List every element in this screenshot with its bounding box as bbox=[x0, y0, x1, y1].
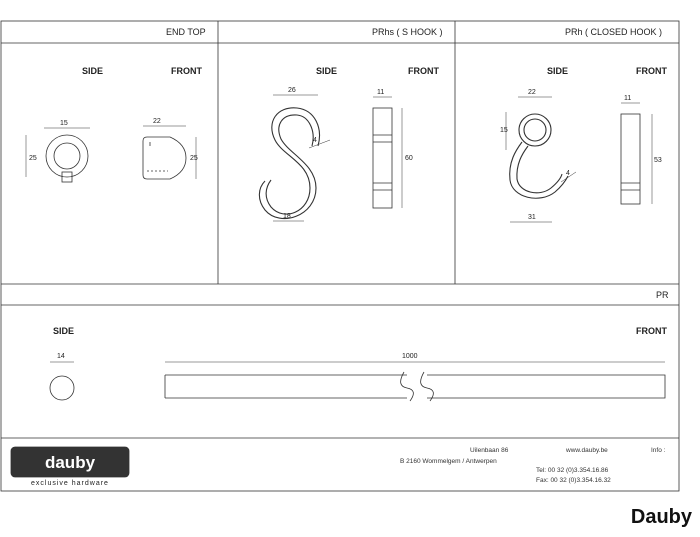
dim-prh-15: 15 bbox=[500, 127, 508, 134]
s-hook-side bbox=[373, 108, 392, 208]
dim-prh-11: 11 bbox=[624, 95, 632, 102]
dim-end-top-22: 22 bbox=[153, 118, 161, 125]
dim-prhs-18: 18 bbox=[283, 213, 291, 220]
dim-pr-1000: 1000 bbox=[402, 353, 418, 360]
city-address: B 2160 Wommelgem / Antwerpen bbox=[400, 458, 497, 465]
dim-end-top-25b: 25 bbox=[190, 155, 198, 162]
prh-title: PRh ( CLOSED HOOK ) bbox=[565, 27, 663, 37]
brand-watermark: Dauby bbox=[630, 506, 692, 528]
end-top-title: END TOP bbox=[166, 27, 206, 37]
logo-text: dauby bbox=[44, 453, 96, 472]
dim-pr-14: 14 bbox=[57, 353, 65, 360]
end-top-side-outer bbox=[46, 135, 88, 177]
end-top-side-inner bbox=[54, 143, 80, 169]
street-address: Uilenbaan 86 bbox=[470, 447, 509, 454]
prhs-side-label: SIDE bbox=[316, 66, 338, 76]
dim-end-top-15: 15 bbox=[60, 120, 68, 127]
dim-prhs-26: 26 bbox=[288, 87, 296, 94]
pr-side-label: SIDE bbox=[53, 326, 75, 336]
end-top-front-shape bbox=[143, 137, 186, 179]
info-label: Info : bbox=[651, 447, 666, 454]
tel-number: Tel: 00 32 (0)3.354.16.86 bbox=[536, 467, 609, 474]
dim-prh-22: 22 bbox=[528, 89, 536, 96]
dim-prhs-4: 4 bbox=[313, 137, 317, 144]
logo-subtitle: exclusive hardware bbox=[31, 480, 109, 487]
prh-front-label: FRONT bbox=[636, 66, 667, 76]
dim-end-top-25a: 25 bbox=[29, 155, 37, 162]
end-top-side-label: SIDE bbox=[82, 66, 104, 76]
prh-side-label: SIDE bbox=[547, 66, 569, 76]
rail-side bbox=[50, 376, 74, 400]
pr-front-label: FRONT bbox=[636, 326, 667, 336]
website-link[interactable]: www.dauby.be bbox=[566, 447, 608, 454]
rail-front bbox=[165, 375, 665, 398]
sheet-frame bbox=[1, 21, 679, 491]
fax-number: Fax: 00 32 (0)3.354.16.32 bbox=[536, 477, 611, 484]
closed-hook-front bbox=[510, 142, 568, 198]
prhs-front-label: FRONT bbox=[408, 66, 439, 76]
end-top-front-label: FRONT bbox=[171, 66, 202, 76]
s-hook-front bbox=[266, 108, 319, 214]
dim-prh-53: 53 bbox=[654, 157, 662, 164]
pr-title: PR bbox=[656, 290, 669, 300]
dim-prhs-60: 60 bbox=[405, 155, 413, 162]
dim-prh-31: 31 bbox=[528, 214, 536, 221]
dim-prh-4: 4 bbox=[566, 170, 570, 177]
prhs-title: PRhs ( S HOOK ) bbox=[372, 27, 443, 37]
dim-prhs-11: 11 bbox=[377, 89, 385, 96]
closed-hook-side bbox=[621, 114, 640, 204]
